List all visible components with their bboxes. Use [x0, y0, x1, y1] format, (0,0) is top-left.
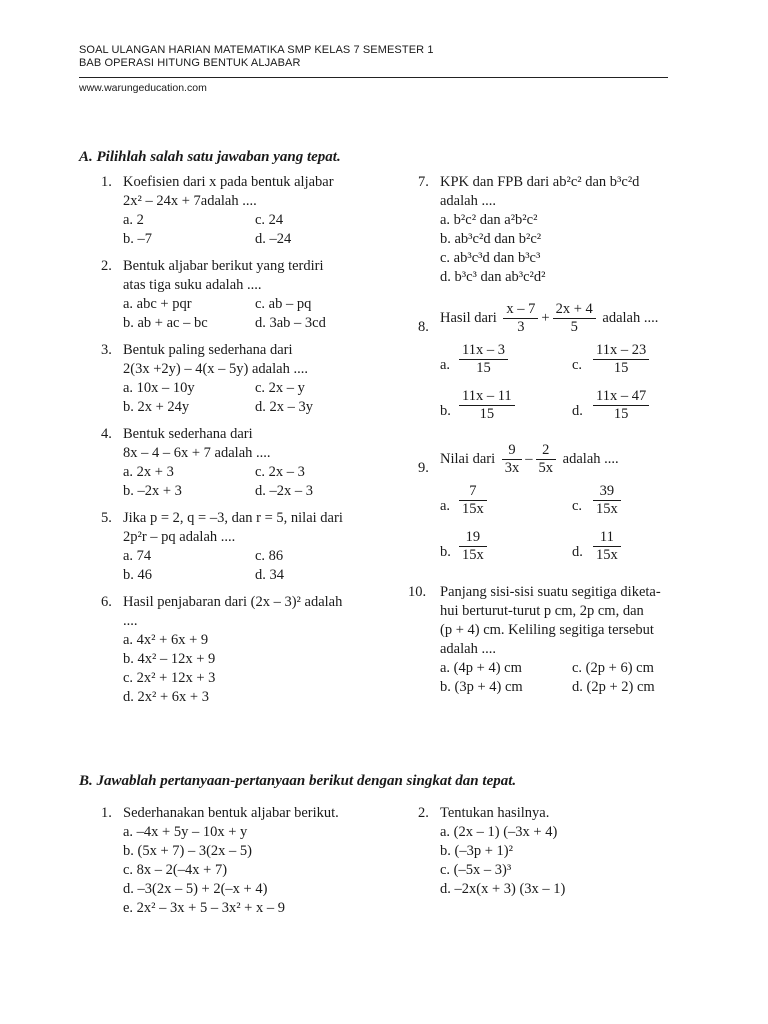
numerator: 11x – 23: [593, 342, 649, 360]
numerator: 11x – 47: [593, 388, 649, 406]
option-b[interactable]: b. ab³c²d dan b²c²: [440, 231, 542, 247]
question-a9: [418, 442, 698, 575]
question-b2: [418, 804, 698, 899]
option-b[interactable]: b. 46: [123, 567, 152, 583]
option-a[interactable]: a. abc + pqr: [123, 296, 192, 312]
section-b-left-column: [101, 804, 401, 926]
question-stem: Bentuk aljabar berikut yang terdiri: [123, 258, 324, 274]
stem-prefix: Nilai dari: [440, 450, 496, 467]
option-d[interactable]: d. 2x² + 6x + 3: [123, 689, 209, 705]
question-a6: [101, 593, 391, 707]
option-d-label[interactable]: d.: [572, 544, 583, 560]
option-a[interactable]: a. 2: [123, 212, 144, 228]
numerator: 11x – 11: [459, 388, 515, 406]
section-a-left-column: [101, 173, 391, 715]
numerator: 7: [459, 483, 487, 501]
question-stem: 2p²r – pq adalah ....: [123, 529, 236, 545]
denominator: 3: [517, 319, 525, 335]
denominator: 15: [476, 360, 491, 376]
question-number: 6.: [101, 594, 112, 610]
option-c-label[interactable]: c.: [572, 357, 583, 373]
question-stem: Panjang sisi-sisi suatu segitiga diketa-: [440, 584, 661, 600]
option-a[interactable]: a. b²c² dan a²b²c²: [440, 212, 538, 228]
numerator: 19: [459, 529, 487, 547]
question-stem: 2(3x +2y) – 4(x – 5y) adalah ....: [123, 361, 308, 377]
fraction: [502, 442, 523, 477]
header-subtitle: BAB OPERASI HITUNG BENTUK ALJABAR: [79, 57, 301, 69]
question-number: 2.: [101, 258, 112, 274]
option-d[interactable]: d. 3ab – 3cd: [255, 315, 326, 331]
stem-suffix: adalah ....: [562, 450, 619, 467]
option-b[interactable]: b. ab + ac – bc: [123, 315, 208, 331]
question-stem: Jika p = 2, q = –3, dan r = 5, nilai dari: [123, 510, 343, 526]
question-number: 9.: [418, 460, 429, 476]
question-stem: (p + 4) cm. Keliling segitiga tersebut: [440, 622, 654, 638]
question-number: 8.: [418, 319, 429, 335]
stem-prefix: Hasil dari: [440, 309, 497, 326]
denominator: 5: [570, 319, 578, 335]
fraction: [536, 442, 557, 477]
question-number: 7.: [418, 174, 429, 190]
question-stem: ....: [123, 613, 138, 629]
item-d: d. –2x(x + 3) (3x – 1): [440, 881, 566, 897]
question-stem: atas tiga suku adalah ....: [123, 277, 262, 293]
option-b[interactable]: b. –2x + 3: [123, 483, 182, 499]
item-c: c. (–5x – 3)³: [440, 862, 512, 878]
option-a-label[interactable]: a.: [440, 498, 451, 514]
numerator: 11: [593, 529, 621, 547]
question-a10: [408, 583, 698, 697]
section-a-title: A. Pilihlah salah satu jawaban yang tepat.: [79, 149, 341, 165]
stem-suffix: adalah ....: [602, 309, 659, 326]
question-number: 10.: [408, 584, 427, 600]
option-d[interactable]: d. (2p + 2) cm: [572, 679, 655, 695]
question-b1: [101, 804, 401, 918]
item-b: b. (–3p + 1)²: [440, 843, 513, 859]
option-a[interactable]: [459, 342, 508, 377]
question-stem: KPK dan FPB dari ab²c² dan b³c²d: [440, 174, 640, 190]
question-stem: Tentukan hasilnya.: [440, 805, 550, 821]
question-number: 4.: [101, 426, 112, 442]
header-divider: [79, 77, 668, 78]
option-c[interactable]: c. 2x – y: [255, 380, 305, 396]
option-b-label[interactable]: b.: [440, 403, 451, 419]
item-a: a. (2x – 1) (–3x + 4): [440, 824, 558, 840]
numerator: x – 7: [503, 301, 538, 319]
numerator: 2x + 4: [553, 301, 596, 319]
denominator: 15x: [462, 547, 484, 563]
denominator: 15: [479, 406, 495, 422]
item-b: b. (5x + 7) – 3(2x – 5): [123, 843, 252, 859]
fraction: [553, 301, 596, 336]
option-c[interactable]: c. 2x – 3: [255, 464, 305, 480]
denominator: 15x: [462, 501, 484, 517]
option-d[interactable]: d. –2x – 3: [255, 483, 313, 499]
option-b[interactable]: [459, 529, 487, 564]
option-c[interactable]: c. 24: [255, 212, 284, 228]
option-b[interactable]: b. 4x² – 12x + 9: [123, 651, 216, 667]
option-d[interactable]: [593, 529, 621, 564]
option-c[interactable]: c. ab³c³d dan b³c³: [440, 250, 541, 266]
option-a[interactable]: a. 10x – 10y: [123, 380, 195, 396]
question-a5: [101, 509, 391, 585]
option-a[interactable]: a. (4p + 4) cm: [440, 660, 522, 676]
numerator: 2: [536, 442, 557, 460]
question-stem: 8x – 4 – 6x + 7 adalah ....: [123, 445, 271, 461]
question-a3: [101, 341, 391, 417]
option-c[interactable]: c. 86: [255, 548, 284, 564]
denominator: 15x: [596, 547, 618, 563]
page-header: [79, 44, 434, 70]
question-stem: [440, 301, 698, 336]
option-a[interactable]: a. 4x² + 6x + 9: [123, 632, 209, 648]
question-number: 3.: [101, 342, 112, 358]
denominator: 15x: [596, 501, 618, 517]
item-a: a. –4x + 5y – 10x + y: [123, 824, 248, 840]
question-a4: [101, 425, 391, 501]
question-stem: Sederhanakan bentuk aljabar berikut.: [123, 805, 339, 821]
header-title: SOAL ULANGAN HARIAN MATEMATIKA SMP KELAS 7 SEMESTER 1: [79, 44, 434, 56]
option-b[interactable]: b. 2x + 24y: [123, 399, 190, 415]
question-a7: [418, 173, 698, 287]
option-d[interactable]: d. b³c³ dan ab³c²d²: [440, 269, 546, 285]
option-c[interactable]: [593, 483, 621, 518]
question-stem: adalah ....: [440, 193, 496, 209]
option-b[interactable]: [459, 388, 515, 423]
option-d-label[interactable]: d.: [572, 403, 583, 419]
option-b[interactable]: b. (3p + 4) cm: [440, 679, 523, 695]
option-c-label[interactable]: c.: [572, 498, 583, 514]
option-d[interactable]: [593, 388, 649, 423]
section-a-right-column: [408, 173, 698, 705]
question-number: 1.: [101, 174, 112, 190]
option-d[interactable]: d. 34: [255, 567, 284, 583]
numerator: 39: [593, 483, 621, 501]
option-d[interactable]: d. –24: [255, 231, 292, 247]
option-b[interactable]: b. –7: [123, 231, 152, 247]
denominator: 15: [613, 360, 629, 376]
denominator: 15: [613, 406, 629, 422]
operator: –: [525, 450, 533, 467]
question-stem: Bentuk paling sederhana dari: [123, 342, 293, 358]
denominator: 5x: [538, 460, 554, 476]
question-stem: Hasil penjabaran dari (2x – 3)² adalah: [123, 594, 343, 610]
question-number: 2.: [418, 805, 429, 821]
operator: +: [541, 309, 550, 326]
option-c[interactable]: c. ab – pq: [255, 296, 312, 312]
section-b-title: B. Jawablah pertanyaan-pertanyaan berikut dengan singkat dan tepat.: [79, 773, 517, 789]
option-c[interactable]: [593, 342, 649, 377]
fraction: [503, 301, 538, 336]
item-d: d. –3(2x – 5) + 2(–x + 4): [123, 881, 268, 897]
option-a-label[interactable]: a.: [440, 357, 451, 373]
question-number: 1.: [101, 805, 112, 821]
denominator: 3x: [504, 460, 520, 476]
numerator: 11x – 3: [459, 342, 508, 360]
option-c[interactable]: c. 2x² + 12x + 3: [123, 670, 216, 686]
question-stem: adalah ....: [440, 641, 496, 657]
option-a[interactable]: [459, 483, 487, 518]
question-stem: hui berturut-turut p cm, 2p cm, dan: [440, 603, 644, 619]
question-a2: [101, 257, 391, 333]
item-c: c. 8x – 2(–4x + 7): [123, 862, 228, 878]
header-url: www.warungeducation.com: [79, 82, 207, 94]
question-stem: [440, 442, 698, 477]
question-a8: [418, 301, 698, 434]
section-b-right-column: [418, 804, 698, 907]
question-number: 5.: [101, 510, 112, 526]
option-a[interactable]: a. 74: [123, 548, 152, 564]
option-a[interactable]: a. 2x + 3: [123, 464, 174, 480]
item-e: e. 2x² – 3x + 5 – 3x² + x – 9: [123, 900, 285, 916]
question-stem: 2x² – 24x + 7adalah ....: [123, 193, 257, 209]
question-a1: [101, 173, 391, 249]
option-c[interactable]: c. (2p + 6) cm: [572, 660, 654, 676]
option-d[interactable]: d. 2x – 3y: [255, 399, 313, 415]
question-stem: Bentuk sederhana dari: [123, 426, 253, 442]
numerator: 9: [502, 442, 523, 460]
question-stem: Koefisien dari x pada bentuk aljabar: [123, 174, 334, 190]
option-b-label[interactable]: b.: [440, 544, 451, 560]
